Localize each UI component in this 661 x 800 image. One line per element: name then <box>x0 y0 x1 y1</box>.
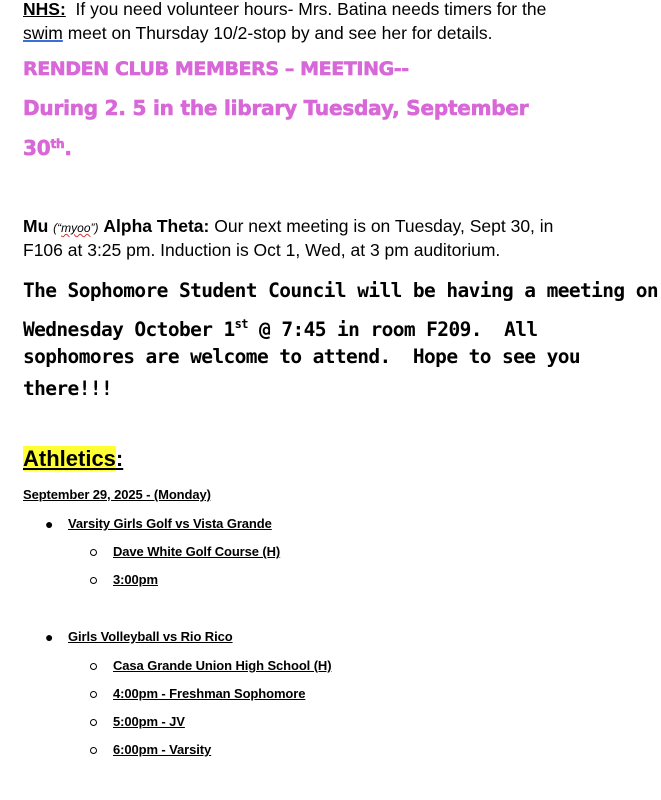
sophomore-line4: there!!! <box>23 377 113 400</box>
event-title: Varsity Girls Golf vs Vista Grande <box>68 516 272 531</box>
sophomore-sup: st <box>234 317 248 331</box>
nhs-announcement <box>23 0 546 21</box>
renden-line1: During 2. 5 in the library Tuesday, September <box>23 96 529 120</box>
athletics-heading-text: Athletics <box>23 446 116 471</box>
event-detail: 3:00pm <box>113 572 158 587</box>
sophomore-line2a: Wednesday October 1 <box>23 318 235 341</box>
renden-day: 30 <box>23 136 51 160</box>
bullet-icon: ● <box>45 516 54 532</box>
renden-title: RENDEN CLUB MEMBERS – MEETING-- <box>23 58 409 80</box>
sophomore-line3: sophomores are welcome to attend. Hope to see you <box>23 345 580 368</box>
renden-day-suffix: th <box>50 137 65 151</box>
event-title: Girls Volleyball vs Rio Rico <box>68 629 233 644</box>
pron-word: myoo <box>61 221 91 235</box>
renden-end: . <box>64 136 72 160</box>
sub-bullet-icon <box>90 549 97 556</box>
athletics-date: September 29, 2025 - (Monday) <box>23 487 211 502</box>
sophomore-line1: The Sophomore Student Council will be having a meeting on <box>23 279 658 302</box>
sophomore-line2b: @ 7:45 in room F209. All <box>247 318 538 341</box>
event-detail: Casa Grande Union High School (H) <box>113 658 332 673</box>
nhs-line2-rest: meet on Thursday 10/2-stop by and see her for details. <box>62 23 493 43</box>
renden-line2 <box>23 130 72 162</box>
athletics-heading <box>23 444 123 474</box>
bullet-icon: ● <box>45 629 54 645</box>
event-detail: 4:00pm - Freshman Sophomore <box>113 686 306 701</box>
sub-bullet-icon <box>90 691 97 698</box>
event-detail: 5:00pm - JV <box>113 714 185 729</box>
sub-bullet-icon <box>90 719 97 726</box>
nhs-line1: If you need volunteer hours- Mrs. Batina needs timers for the <box>65 0 547 19</box>
swim-word: swim <box>23 23 63 43</box>
sub-bullet-icon <box>90 577 97 584</box>
nhs-label: NHS: <box>23 0 66 19</box>
sub-bullet-icon <box>90 663 97 670</box>
nhs-line2 <box>23 21 493 45</box>
event-detail: 6:00pm - Varsity <box>113 742 212 757</box>
event-detail: Dave White Golf Course (H) <box>113 544 281 559</box>
mu-line1-rest: Our next meeting is on Tuesday, Sept 30, in <box>209 216 554 236</box>
pron-open: (“ <box>53 221 62 235</box>
alpha-theta-name: Alpha Theta: <box>103 216 210 236</box>
sub-bullet-icon <box>90 747 97 754</box>
pronunciation <box>53 221 98 235</box>
athletics-colon: : <box>115 446 124 471</box>
pron-close: ”) <box>90 221 99 235</box>
mu-name: Mu <box>23 216 49 236</box>
mu-alpha-theta-line2: F106 at 3:25 pm. Induction is Oct 1, Wed, at 3 pm auditorium. <box>23 240 501 260</box>
